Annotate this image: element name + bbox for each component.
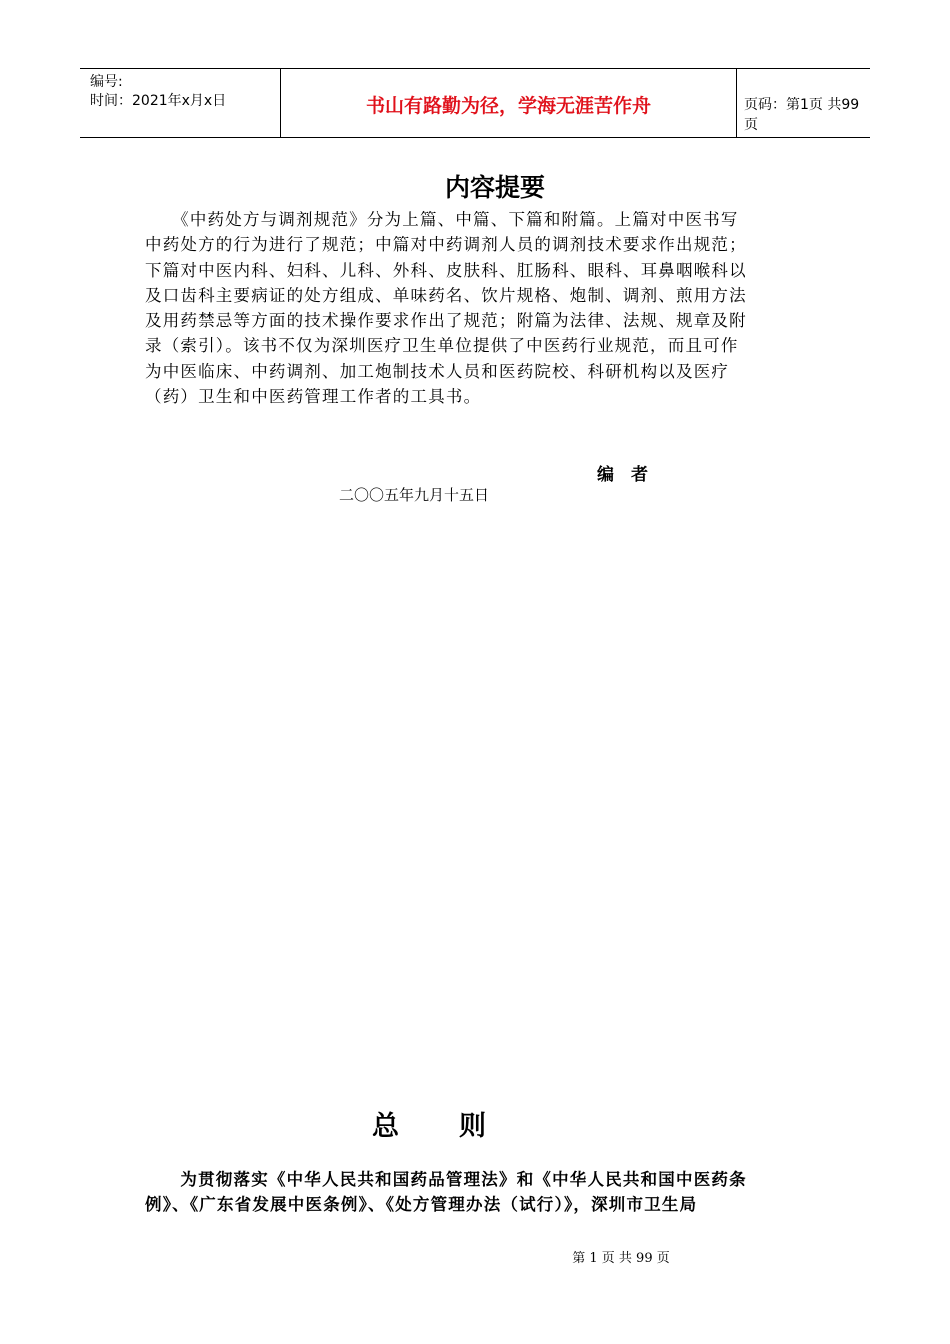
abstract-line: 中药处方的行为进行了规范；中篇对中药调剂人员的调剂技术要求作出规范； [145,235,747,255]
header-motto: 书山有路勤为径，学海无涯苦作舟 [365,95,651,117]
header-left-cell [80,69,280,137]
abstract-paragraph [145,207,805,409]
abstract-line: 及用药禁忌等方面的技术操作要求作出了规范；附篇为法律、法规、规章及附 [145,311,747,331]
abstract-line: （药）卫生和中医药管理工作者的工具书。 [145,387,482,407]
abstract-line: 下篇对中医内科、妇科、儿科、外科、皮肤科、肛肠科、眼科、耳鼻咽喉科以 [145,260,747,280]
header-middle-cell [280,69,737,137]
abstract-line: 为中医临床、中药调剂、加工炮制技术人员和医药院校、科研机构以及医疗 [145,361,730,381]
general-line: 为贯彻落实《中华人民共和国药品管理法》和《中华人民共和国中医药条 [145,1170,747,1189]
abstract-date: 二〇〇五年九月十五日 [339,486,490,504]
header-table [80,68,870,138]
abstract-title: 内容提要 [444,173,545,202]
editor-signature: 编 者 [597,465,648,485]
header-page-info: 页码：第1页 共99页 [744,97,860,133]
header-right-cell [736,69,870,137]
abstract-line: 录（索引）。该书不仅为深圳医疗卫生单位提供了中医药行业规范，而且可作 [145,336,739,356]
general-line: 例》、《广东省发展中医条例》、《处方管理办法（试行）》，深圳市卫生局 [145,1195,698,1215]
page-footer: 第 1 页 共 99 页 [572,1251,670,1266]
time-label: 时间：2021年x月x日 [90,93,227,109]
abstract-line: 《中药处方与调剂规范》分为上篇、中篇、下篇和附篇。上篇对中医书写 [145,210,739,229]
number-label: 编号: [90,74,123,90]
abstract-line: 及口齿科主要病证的处方组成、单味药名、饮片规格、炮制、调剂、煎用方法 [145,285,747,305]
general-paragraph [145,1167,805,1218]
general-title: 总 则 [372,1111,488,1142]
